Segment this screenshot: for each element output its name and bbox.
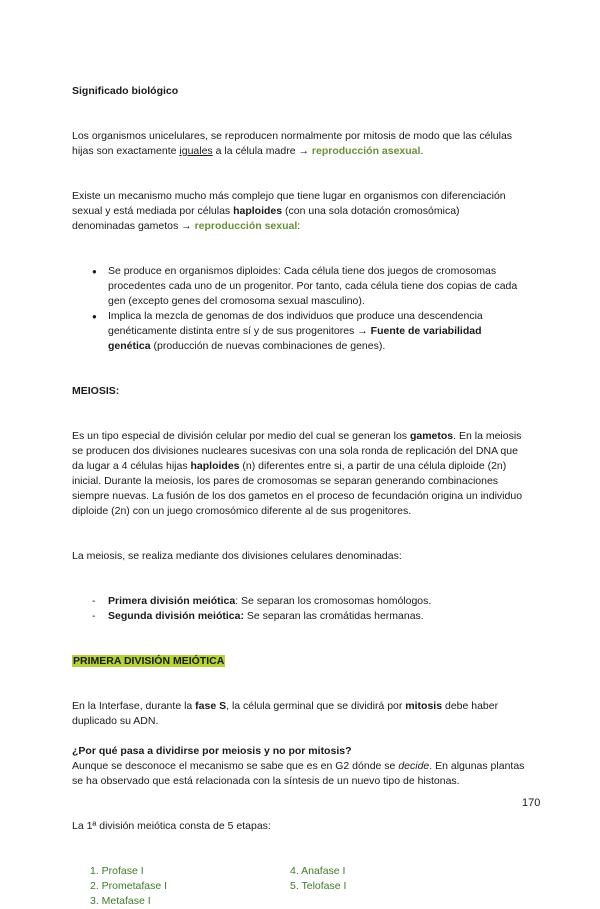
paragraph-line: diploide (2n) con un juego cromosómico diferente al de sus progenitores. <box>72 505 412 517</box>
question-heading: ¿Por qué pasa a dividirse por meiosis y no por mitosis? <box>72 745 352 757</box>
section-title-primera-division <box>72 654 550 669</box>
stage-item: 4. Anafase I <box>290 865 346 877</box>
paragraph-line: Es un tipo especial de división celular por medio del cual se generan los gametos. En la meiosis <box>72 430 522 442</box>
paragraph-line: sexual y está mediada por células haploides (con una sola dotación cromosómica) <box>72 205 460 217</box>
document-body <box>72 84 550 909</box>
paragraph-line: Aunque se desconoce el mecanismo se sabe que es en G2 dónde se decide. En algunas plantas <box>72 760 525 772</box>
paragraph-line: denominadas gametos → reproducción sexual: <box>72 220 301 232</box>
stage-item: 5. Telofase I <box>290 880 347 892</box>
paragraph-line: La 1ª división meiótica consta de 5 etapas: <box>72 820 271 832</box>
section-title-meiosis: MEIOSIS: <box>72 385 120 397</box>
paragraph-line: da lugar a 4 células hijas haploides (n) diferentes entre si, a partir de una célula diploide (2n) <box>72 460 507 472</box>
list-item: ● Implica la mezcla de genomas de dos individuos que produce una descendencia genéticamente distinta entre sí y de sus progenitores → Fuente de variabilidad genética (producción de nuevas combinaciones de genes). <box>92 309 550 354</box>
paragraph-line: hijas son exactamente iguales a la célula madre → reproducción asexual. <box>72 145 424 157</box>
green-term: reproducción sexual <box>194 220 298 232</box>
paragraph-line: En la Interfase, durante la fase S, la célula germinal que se dividirá por mitosis debe haber <box>72 700 499 712</box>
stages-list <box>72 864 550 909</box>
stages-column-left <box>90 864 290 909</box>
dash-list <box>72 594 550 624</box>
paragraph-line: Los organismos unicelulares, se reproducen normalmente por mitosis de modo que las células <box>72 130 513 142</box>
stage-item: 1. Profase I <box>90 865 144 877</box>
section-title-significado: Significado biológico <box>72 85 179 97</box>
green-term: reproducción asexual <box>311 145 421 157</box>
stages-column-right <box>290 864 490 909</box>
paragraph-line: Existe un mecanismo mucho más complejo que tiene lugar en organismos con diferenciación <box>72 190 506 202</box>
list-item: - Primera división meiótica: Se separan los cromosomas homólogos. <box>92 594 550 609</box>
paragraph-line: La meiosis, se realiza mediante dos divisiones celulares denominadas: <box>72 550 402 562</box>
paragraph-line: siempre nuevas. La fusión de los dos gametos en el proceso de fecundación origina un individuo <box>72 490 523 502</box>
highlighted-heading: PRIMERA DIVISIÓN MEIÓTICA <box>73 655 225 667</box>
stage-item: 2. Prometafase I <box>90 880 168 892</box>
stage-item: 3. Metafase I <box>90 895 151 907</box>
paragraph-line: inicial. Durante la meiosis, los pares de cromosomas se separan generando combinaciones <box>72 475 499 487</box>
list-item: - Segunda división meiótica: Se separan las cromátidas hermanas. <box>92 609 550 624</box>
paragraph-line: se producen dos divisiones nucleares sucesivas con una sola ronda de replicación del DNA que <box>72 445 518 457</box>
paragraph-line: duplicado su ADN. <box>72 715 159 727</box>
list-item: ● Se produce en organismos diploides: Cada célula tiene dos juegos de cromosomas procedentes cada uno de un progenitor. Por tanto, cada célula tiene dos copias de cada gen (excepto genes del cromosoma sexual masculino). <box>92 264 550 309</box>
page-number: 170 <box>522 797 541 809</box>
paragraph-line: se ha observado que está relacionada con la síntesis de un nuevo tipo de histonas. <box>72 775 460 787</box>
bullet-list <box>72 264 550 354</box>
